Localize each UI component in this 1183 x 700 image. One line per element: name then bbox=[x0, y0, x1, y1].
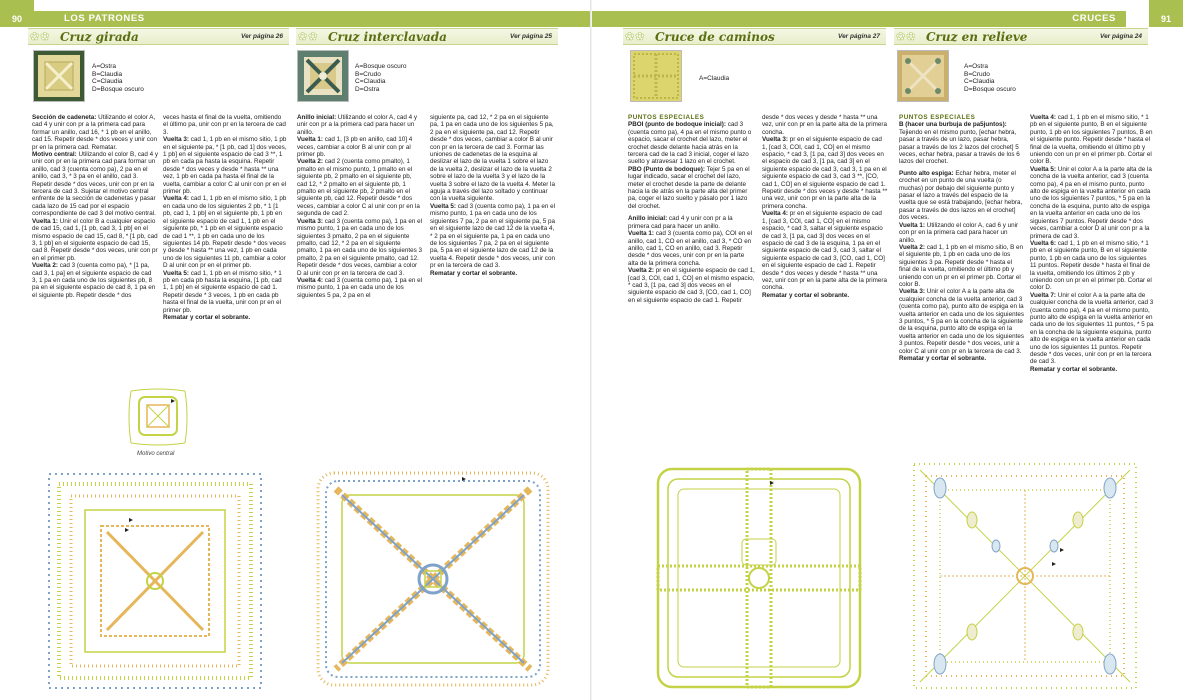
paragraph: Vuelta 4: cad 1, 1 pb en el mismo sitio, 1 pb en cada uno de los siguientes 2 pb, * 1 [1 pb, cad 1, 1 pb] en el siguiente pb, 1 pb en el siguiente espacio de cad 1, 1 pb en el siguiente pb, * 1 pb en el siguiente espacio de cad 1 **, 1 pb en cada uno de los siguientes 14 pb. Repetir desde * dos veces y desde * hasta ** una vez, 1 pb en cada uno de los siguientes 11 pb, cambiar a color D al unir con pr en el primer pb. bbox=[163, 195, 287, 270]
page-reference: Ver página 27 bbox=[837, 33, 880, 40]
instructions-cruce-de-caminos-col1 bbox=[628, 114, 755, 304]
instructions-cruz-en-relieve-col1 bbox=[899, 114, 1025, 362]
diagram-cruz-en-relieve bbox=[910, 460, 1140, 692]
legend-item: D=Bosque oscuro bbox=[92, 85, 144, 93]
paragraph: PUNTOS ESPECIALES bbox=[899, 114, 976, 121]
page-reference: Ver página 25 bbox=[509, 33, 552, 40]
paragraph: B (hacer una burbuja de pa5juntos): Tejiendo en el mismo punto, [echar hebra, pasar a través de un lazo, pasar hebra, pasar a través de los 2 lazos del crochet] 5 veces, echar hebra, pasar a través de los 6 lazos del crochet. bbox=[899, 121, 1020, 166]
legend-item: D=Bosque oscuro bbox=[964, 85, 1016, 93]
section-header-cruce-de-caminos bbox=[623, 28, 886, 45]
diagram-cruce-de-caminos bbox=[654, 465, 864, 691]
instructions-cruz-interclavada-col1 bbox=[297, 114, 423, 299]
paragraph: Rematar y cortar el sobrante. bbox=[430, 269, 518, 277]
swatch-cruz-en-relieve-icon bbox=[898, 51, 948, 101]
legend-item: C=Claudia bbox=[964, 78, 995, 86]
left-page bbox=[0, 0, 591, 700]
legend-item: B=Crudo bbox=[964, 70, 990, 78]
swatch-cruz-girada-icon bbox=[34, 51, 84, 101]
paragraph: Vuelta 2: pr en el siguiente espacio de cad 1, [cad 3, COI, cad 1, CO] en el mismo espacio, * cad 3, [1 pa, cad 3] dos veces en el siguiente espacio de cad 3, [CO, cad 1, CO] en el siguiente espacio de cad 1. Repetir bbox=[628, 267, 755, 304]
page-number-right: 91 bbox=[1149, 0, 1183, 27]
paragraph: veces hasta el final de la vuelta, omitiendo el último pa, unir con pr en la tercera de cad 3. bbox=[163, 114, 286, 136]
paragraph: Vuelta 2: cad 3 (cuenta como pa), * [1 pa, cad 3, 1 pa] en el siguiente espacio de cad 3, 1 pa en cada uno de los siguientes pb, 8 pa en el siguiente espacio de cad 8, 1 pa en el siguiente pb. Repetir desde * dos bbox=[32, 262, 156, 299]
legend-item: B=Crudo bbox=[355, 70, 381, 78]
paragraph: Vuelta 4: cad 3 (cuenta como pa), 1 pa en el mismo punto, 1 pa en cada uno de los siguientes 5 pa, 2 pa en el bbox=[297, 276, 423, 299]
paragraph: Vuelta 4: cad 1, 1 pb en el mismo sitio, * 1 pb en el siguiente punto, B en el siguiente punto, 1 pb en los siguientes 7 puntos, B en el siguiente punto. Repetir desde * hasta el final de la vuelta, omitiendo el último pb y uniendo con un pr en el primer pb. Cortar el color B. bbox=[1030, 114, 1153, 166]
paragraph: Vuelta 2: cad 1, 1 pb en el mismo sitio, B en el siguiente pb, 1 pb en cada uno de los siguientes 3 pa. Repetir desde * hasta el final de la vuelta, omitiendo el último pb y uniendo con un pr en el primer pb. Cortar el color B. bbox=[899, 243, 1024, 288]
instructions-cruz-interclavada-col2 bbox=[430, 114, 556, 277]
stars-icon: ✿✿ bbox=[625, 31, 646, 43]
legend-item: A=Bosque oscuro bbox=[355, 63, 407, 70]
legend-item: A=Claudia bbox=[699, 75, 730, 82]
paragraph: PBO (Punto de bodoque): Tejer 5 pa en el lugar indicado, sacar el crochet del lazo, meter el crochet desde la parte de delante hacia la de atrás en la parte alta del primer pa, coger el lazo suelto y pásalo por 1 lazo del crochet. bbox=[628, 165, 750, 210]
section-header-cruz-en-relieve bbox=[894, 28, 1148, 45]
legend-item: A=Ostra bbox=[964, 63, 989, 70]
paragraph: Vuelta 2: cad 2 (cuenta como pmalto), 1 pmalto en el mismo punto, 1 pmalto en el siguiente pb, 2 pmalto en el siguiente pb, cad 12, * 2 pmalto en el siguiente pb, 1 pmalto en el siguiente pb, 2 pmalto en el siguiente pb, cad 12. Repetir desde * dos veces, cambiar a color C al unir con pr en la segunda de cad 2. bbox=[297, 158, 420, 218]
section-header-cruz-girada bbox=[28, 28, 289, 45]
color-legend-cruz-girada bbox=[92, 63, 144, 93]
swatch-photo-cruz-girada bbox=[33, 50, 85, 102]
instructions-cruce-de-caminos-col2 bbox=[762, 114, 888, 299]
motivo-central-diagram bbox=[125, 385, 191, 449]
legend-item: B=Claudia bbox=[92, 70, 123, 78]
stars-icon: ✿✿ bbox=[30, 31, 51, 43]
paragraph: Vuelta 5: Unir el color A a la parte alta de la concha de la vuelta anterior, cad 3 (cuenta como pa), 4 pa en el mismo punto, punto alto de espiga en la vuelta anterior en cada uno de los siguientes 7 puntos, * 5 pa en la concha de la esquina, punto alto de espiga en la vuelta anterior en cada uno de los siguientes 7 puntos. Repetir desde * dos veces, cambiar a color D al unir con pr a la primera de cad 3. bbox=[1030, 165, 1152, 240]
diagram-cruz-interclavada bbox=[312, 467, 554, 691]
instructions-cruz-girada-col2 bbox=[163, 114, 287, 321]
paragraph: Vuelta 3: cad 3 (cuenta como pa), 1 pa en el mismo punto, 1 pa en cada uno de los siguientes 3 pmalto, 2 pa en el siguiente pmalto, cad 12, * 2 pa en el siguiente pmalto, 1 pa en cada uno de los siguientes 3 pmalto, 2 pa en el siguiente pmalto, cad 12. Repetir desde * dos veces, cambiar a color D al unir con pr en la tercera de cad 3. bbox=[297, 217, 423, 277]
paragraph: Punto alto espiga: Echar hebra, meter el crochet en un punto de una vuelta (o muchas) por debajo del siguiente punto y pasar el lazo a través del espacio de la vuelta que se está trabajando, [echar hebra, pasar a través de dos lazos en el crochet] dos veces. bbox=[899, 169, 1023, 222]
paragraph: Rematar y cortar el sobrante. bbox=[762, 291, 850, 299]
section-title: Cruz girada bbox=[60, 30, 139, 44]
paragraph: Anillo inicial: Utilizando el color A, cad 4 y unir con pr a la primera cad para hacer un anillo. bbox=[297, 114, 418, 136]
swatch-cruce-de-caminos-icon bbox=[631, 51, 681, 101]
paragraph: Anillo inicial: cad 4 y unir con pr a la primera cad para hacer un anillo. bbox=[628, 215, 733, 230]
paragraph: desde * dos veces y desde * hasta ** una vez, unir con pr en la parte alta de la primera concha. bbox=[762, 114, 887, 136]
paragraph: Vuelta 6: cad 1, 1 pb en el mismo sitio, * 1 pb en el siguiente punto, B en el siguiente punto, 1 pb en cada uno de los siguientes 11 puntos. Repetir desde * hasta el final de la vuelta, omitiendo los últimos 2 pb y uniendo con un pr en el primer pb. Cortar el color D. bbox=[1030, 239, 1152, 292]
paragraph: Sección de cadeneta: Utilizando el color A, cad 4 y unir con pr a la primera cad para formar un anillo, cad 16, * 1 pb en el anillo, cad 15. Repetir desde * dos veces y unir con pr en la primera cad. Rematar. bbox=[32, 114, 157, 151]
swatch-photo-cruce-de-caminos bbox=[630, 50, 682, 102]
paragraph: Motivo central: Utilizando el color B, cad 4 y unir con pr en la primera cad para formar un anillo, cad 3 (cuenta como pa), 2 pa en el anillo, cad 3, * 3 pa en el anillo, cad 3. Repetir desde * dos veces, unir con pr en la tercera de cad 3. Sujetar el motivo central enfrente de la sección de cadenetas y pasar cada lazo de 15 cad por el espacio correspondiente de cad 3 del motivo central. bbox=[32, 151, 158, 218]
instructions-cruz-en-relieve-col2 bbox=[1030, 114, 1154, 373]
paragraph: Rematar y cortar el sobrante. bbox=[1030, 365, 1118, 373]
paragraph: Vuelta 1: cad 3 (cuenta como pa), COI en el anillo, cad 1, CO en el anillo, cad 3, * CO en anillo, cad 1, CO en anillo, cad 3. Repetir desde * dos veces, unir con pr en la parte alta de la primera concha. bbox=[628, 230, 753, 267]
legend-item: D=Ostra bbox=[355, 85, 380, 93]
page-number-left: 90 bbox=[0, 0, 34, 27]
paragraph: Vuelta 4: pr en el siguiente espacio de cad 1, [cad 3, COI, cad 1, CO] en el mismo espacio, * cad 3, saltar el siguiente espacio de cad 3, [1 pa, cad 3] dos veces en el espacio de cad 3 de la esquina, 1 pa en el siguiente espacio de cad 3, cad 3, saltar el siguiente espacio de cad 3, [CO, cad 1, CO] en el siguiente espacio de cad 1. Repetir desde * dos veces y desde * hasta ** una vez, unir con pr en la parte alta de la primera concha. bbox=[762, 210, 887, 292]
legend-item: C=Claudia bbox=[355, 78, 386, 86]
paragraph: Vuelta 1: cad 1, [3 pb en anillo, cad 10] 4 veces, cambiar a color B al unir con pr al primer pb. bbox=[297, 136, 413, 159]
section-title: Cruz interclavada bbox=[328, 30, 447, 44]
paragraph: Vuelta 5: cad 3 (cuenta como pa), 1 pa en el mismo punto, 1 pa en cada uno de los siguientes 7 pa, 2 pa en el siguiente pa, 5 pa en el siguiente lazo de cad 12 de la vuelta 4, * 2 pa en el siguiente pa, 1 pa en cada uno de los siguientes 7 pa, 2 pa en el siguiente pa, 5 pa en el siguiente lazo de cad 12 de la vuelta 4. Repetir desde * dos veces, unir con pr en la tercera de cad 3. bbox=[430, 202, 556, 270]
legend-item: A=Ostra bbox=[92, 63, 117, 70]
paragraph: PBOI (punto de bodoque inicial): cad 3 (cuenta como pa), 4 pa en el mismo punto o espacio, sacar el crochet del lazo, meter el crochet desde delante hacia atrás en la tercera cad de la cad 3 inicial, coger el lazo suelto y atravesar 1 lazo en el crochet. bbox=[628, 121, 752, 166]
legend-item: C=Claudia bbox=[92, 78, 123, 86]
caption-motivo-central: Motivo central bbox=[137, 451, 175, 457]
paragraph: Vuelta 3: Unir el color A a la parte alta de cualquier concha de la vuelta anterior, cad 3 (cuenta como pa), punto alto de espiga en la vuelta anterior en cada uno de los siguientes 3 puntos, * 5 pa en la concha de la siguiente de la esquina, punto alto de espiga en la vuelta anterior en cada uno de los siguientes 3 puntos. Repetir desde * dos veces, unir a color C al unir con pr en la tercera de cad 3. bbox=[899, 288, 1024, 355]
running-head-right: CRUCES bbox=[592, 11, 1126, 27]
paragraph: Vuelta 3: cad 1, 1 pb en el mismo sitio, 1 pb en el siguiente pa, * [1 pb, cad 1] dos veces, 1 pb] en el siguiente espacio de cad 3 **, 1 pb en cada pa hasta la esquina. Repetir desde * dos veces y desde * hasta ** una vez, 1 pb en cada pa hasta el final de la vuelta, cambiar a color C al unir con pr en el primer pb. bbox=[163, 136, 287, 196]
swatch-photo-cruz-en-relieve bbox=[897, 50, 949, 102]
page-reference: Ver página 24 bbox=[1099, 33, 1142, 40]
paragraph: Vuelta 5: cad 1, 1 pb en el mismo sitio, * 1 pb en cada pb hasta la esquina, [1 pb, cad 1, 1 pb] en el siguiente espacio de cad 1. Repetir desde * 3 veces, 1 pb en cada pb hasta el final de la vuelta, unir con pr en el primer pb. bbox=[163, 269, 282, 314]
diagram-cruz-girada bbox=[45, 470, 265, 692]
paragraph: PUNTOS ESPECIALES bbox=[628, 114, 705, 121]
right-page bbox=[592, 0, 1183, 700]
running-head-left: LOS PATRONES bbox=[34, 11, 591, 27]
paragraph: Rematar y cortar el sobrante. bbox=[899, 355, 987, 362]
paragraph: Vuelta 3: pr en el siguiente espacio de cad 1, [cad 3, COI, cad 1, CO] en el mismo espacio, * cad 3, [1 pa, cad 3] dos veces en el espacio de cad 3, [1 pa, cad 3] en el siguiente espacio de cad 3, cad 3, 1 pa en el siguiente espacio de cad 3, cad 3 **, [CO, cad 1, CO] en el siguiente espacio de cad 1. Repetir desde * dos veces y desde * hasta ** una vez, unir con pr en la parte alta de la primera concha. bbox=[762, 136, 888, 210]
paragraph: siguiente pa, cad 12, * 2 pa en el siguiente pa, 1 pa en cada uno de los siguientes 5 pa, 2 pa en el siguiente pa, cad 12. Repetir desde * dos veces, cambiar a color B al unir con pr en la tercera de cad 3. Formar las uniones de cadenetas de la esquina al deslizar el lazo de la vuelta 1 sobre el lazo de la vuelta 2, deslizar el lazo de la vuelta 2 sobre el lazo de la vuelta 3 y el lazo de la vuelta 3 sobre el lazo de la vuelta 4. Meter la aguja a través del lazo soltado y continuar con la vuelta siguiente. bbox=[430, 114, 555, 203]
paragraph: Rematar y cortar el sobrante. bbox=[163, 313, 251, 321]
section-title: Cruce de caminos bbox=[655, 30, 775, 44]
section-header-cruz-interclavada bbox=[296, 28, 558, 45]
stars-icon: ✿✿ bbox=[896, 31, 917, 43]
swatch-cruz-interclavada-icon bbox=[298, 51, 348, 101]
swatch-photo-cruz-interclavada bbox=[297, 50, 349, 102]
page-reference: Ver página 26 bbox=[240, 33, 283, 40]
paragraph: Vuelta 1: Unir el color B a cualquier espacio de cad 15, cad 1, [1 pb, cad 3, 1 pb] en el mismo espacio de cad 15, cad 8, * [1 pb, cad 3, 1 pb] en el siguiente espacio de cad 15, cad 8. Repetir desde * dos veces, unir con pr en el primer pb. bbox=[32, 217, 158, 262]
paragraph: Vuelta 1: Utilizando el color A, cad 6 y unir con pr en la primera cad para hacer un anillo. bbox=[899, 221, 1019, 244]
paragraph: Vuelta 7: Unir el color A a la parte alta de cualquier concha de la vuelta anterior, cad 3 (cuenta como pa), 4 pa en el mismo punto, punto alto de espiga en la vuelta anterior en cada uno de los siguientes 11 puntos, * 5 pa en la concha de la siguiente esquina, punto alto de espiga en la vuelta anterior en cada uno de los siguientes 11 puntos. Repetir desde * dos veces, unir con pr en la tercera de cad 3. bbox=[1030, 291, 1154, 366]
instructions-cruz-girada-col1 bbox=[32, 114, 158, 299]
color-legend-cruce-de-caminos bbox=[699, 75, 729, 83]
color-legend-cruz-interclavada bbox=[355, 63, 407, 93]
color-legend-cruz-en-relieve bbox=[964, 63, 1016, 93]
section-title: Cruz en relieve bbox=[926, 30, 1028, 44]
stars-icon: ✿✿ bbox=[298, 31, 319, 43]
